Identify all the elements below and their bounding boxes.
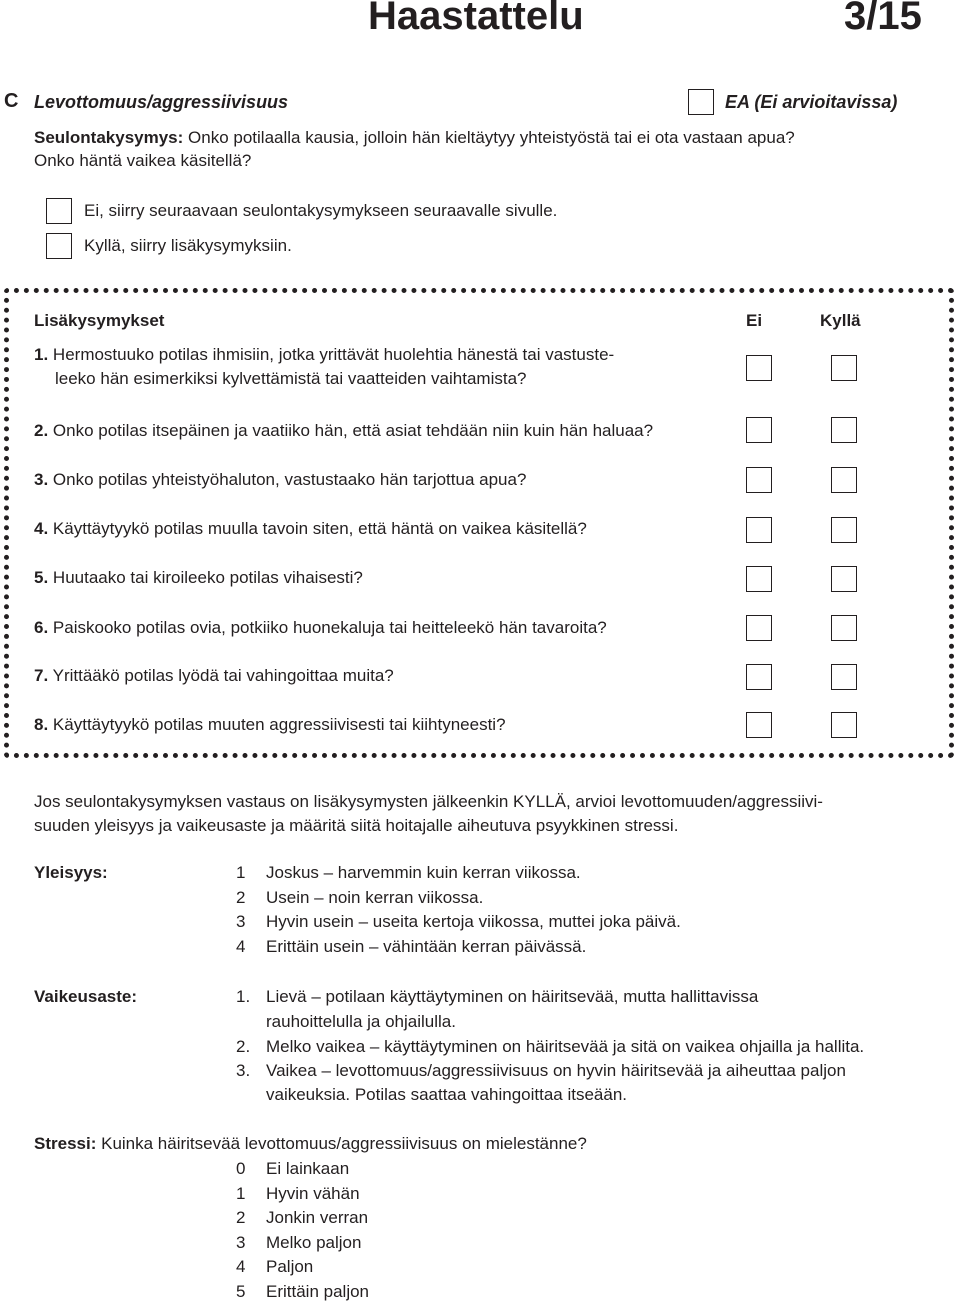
question-7 (34, 664, 394, 688)
frequency-item (236, 886, 483, 910)
item-number: 2 (236, 888, 246, 907)
severity-item (236, 1059, 846, 1083)
stress-item (236, 1231, 361, 1255)
column-no-heading: Ei (746, 311, 763, 330)
section-letter: C (4, 90, 19, 112)
q8-no-checkbox[interactable] (746, 712, 772, 738)
item-text: Melko vaikea – käyttäytyminen on häiritsevää ja sitä on vaikea ohjailla ja hallita. (266, 1037, 865, 1056)
stress-item (236, 1255, 313, 1279)
question-1-line-2: leeko hän esimerkiksi kylvettämistä tai vaatteiden vaihtamista? (55, 369, 527, 388)
q5-no-checkbox[interactable] (746, 566, 772, 592)
ea-checkbox[interactable] (688, 89, 714, 115)
question-text: Käyttäytyykö potilas muuten aggressiivisesti tai kiihtyneesti? (52, 715, 506, 734)
severity-label: Vaikeusaste: (34, 987, 138, 1006)
item-number: 3 (236, 912, 246, 931)
q2-no-checkbox[interactable] (746, 417, 772, 443)
q6-yes-checkbox[interactable] (831, 615, 857, 641)
option-yes-checkbox[interactable] (46, 233, 72, 259)
page-title: Haastattelu (368, 0, 584, 38)
severity-item-continued: vaikeuksia. Potilas saattaa vahingoittaa itseään. (266, 1085, 628, 1104)
question-number: 5. (34, 568, 49, 587)
item-text: Usein – noin kerran viikossa. (266, 888, 484, 907)
item-number: 1 (236, 863, 246, 882)
item-number: 0 (236, 1159, 246, 1178)
item-text: Vaikea – levottomuus/aggressiivisuus on hyvin häiritsevää ja aiheuttaa paljon (266, 1061, 846, 1080)
question-text: Onko potilas yhteistyöhaluton, vastustaako hän tarjottua apua? (52, 470, 527, 489)
question-text: Huutaako tai kiroileeko potilas vihaisesti? (52, 568, 363, 587)
question-number: 7. (34, 666, 49, 685)
question-2 (34, 419, 653, 443)
question-number: 1. (34, 345, 49, 364)
frequency-item (236, 935, 586, 959)
item-text: Paljon (266, 1257, 314, 1276)
screening-line-2: Onko häntä vaikea käsitellä? (34, 151, 252, 170)
frequency-label: Yleisyys: (34, 863, 108, 882)
section-name: Levottomuus/aggressiivisuus (34, 92, 289, 112)
item-text: Hyvin vähän (266, 1184, 360, 1203)
screening-question: Onko potilaalla kausia, jolloin hän kieltäytyy yhteistyöstä tai ei ota vastaan apua? (188, 128, 795, 147)
stress-item (236, 1157, 349, 1181)
item-number: 1. (236, 987, 251, 1006)
item-text: Erittäin usein – vähintään kerran päivässä. (266, 937, 587, 956)
question-4 (34, 517, 587, 541)
question-number: 4. (34, 519, 49, 538)
question-number: 3. (34, 470, 49, 489)
q7-yes-checkbox[interactable] (831, 664, 857, 690)
question-number: 8. (34, 715, 49, 734)
stress-item (236, 1206, 368, 1230)
screening-label: Seulontakysymys: (34, 128, 184, 147)
stress-item (236, 1280, 369, 1304)
frequency-item (236, 861, 581, 885)
question-8 (34, 713, 506, 737)
item-text: Hyvin usein – useita kertoja viikossa, muttei joka päivä. (266, 912, 681, 931)
followup-heading: Lisäkysymykset (34, 311, 165, 330)
frequency-item (236, 910, 681, 934)
option-yes-label: Kyllä, siirry lisäkysymyksiin. (84, 236, 292, 255)
q7-no-checkbox[interactable] (746, 664, 772, 690)
item-number: 3. (236, 1061, 251, 1080)
instruction-line-1: Jos seulontakysymyksen vastaus on lisäkysymysten jälkeenkin KYLLÄ, arvioi levottomuuden/aggressiivi- (34, 792, 823, 811)
item-text: Joskus – harvemmin kuin kerran viikossa. (266, 863, 581, 882)
q2-yes-checkbox[interactable] (831, 417, 857, 443)
option-no-label: Ei, siirry seuraavaan seulontakysymykseen seuraavalle sivulle. (84, 201, 558, 220)
q3-no-checkbox[interactable] (746, 467, 772, 493)
page-number: 3/15 (844, 0, 922, 38)
question-6 (34, 616, 607, 640)
option-no-checkbox[interactable] (46, 198, 72, 224)
q8-yes-checkbox[interactable] (831, 712, 857, 738)
item-number: 4 (236, 1257, 246, 1276)
stress-label: Stressi: (34, 1134, 97, 1153)
screening-line-1 (34, 126, 795, 150)
item-number: 2. (236, 1037, 251, 1056)
item-text: Jonkin verran (266, 1208, 369, 1227)
item-text: Ei lainkaan (266, 1159, 350, 1178)
item-text: Erittäin paljon (266, 1282, 370, 1301)
question-3 (34, 468, 526, 492)
item-number: 5 (236, 1282, 246, 1301)
question-1 (34, 343, 614, 367)
q5-yes-checkbox[interactable] (831, 566, 857, 592)
question-text: Käyttäytyykö potilas muulla tavoin siten, että häntä on vaikea käsitellä? (52, 519, 587, 538)
instruction-line-2: suuden yleisyys ja vaikeusaste ja määritä siitä hoitajalle aiheutuva psyykkinen stressi. (34, 816, 679, 835)
severity-item (236, 985, 758, 1009)
question-number: 2. (34, 421, 49, 440)
question-text: Onko potilas itsepäinen ja vaatiiko hän, että asiat tehdään niin kuin hän haluaa? (52, 421, 654, 440)
item-text: Melko paljon (266, 1233, 362, 1252)
ea-label: EA (Ei arvioitavissa) (725, 92, 898, 112)
item-text: Lievä – potilaan käyttäytyminen on häiritsevää, mutta hallittavissa (266, 987, 759, 1006)
item-number: 3 (236, 1233, 246, 1252)
stress-question: Kuinka häiritsevää levottomuus/aggressiivisuus on mielestänne? (101, 1134, 587, 1153)
column-yes-heading: Kyllä (820, 311, 861, 330)
item-number: 1 (236, 1184, 246, 1203)
question-text: Hermostuuko potilas ihmisiin, jotka yrittävät huolehtia hänestä tai vastuste- (52, 345, 615, 364)
q4-no-checkbox[interactable] (746, 517, 772, 543)
question-number: 6. (34, 618, 49, 637)
question-text: Paiskooko potilas ovia, potkiiko huonekaluja tai heitteleekö hän tavaroita? (52, 618, 607, 637)
stress-question-line (34, 1132, 587, 1156)
question-5 (34, 566, 363, 590)
q4-yes-checkbox[interactable] (831, 517, 857, 543)
q6-no-checkbox[interactable] (746, 615, 772, 641)
q1-yes-checkbox[interactable] (831, 355, 857, 381)
severity-item (236, 1035, 864, 1059)
question-text: Yrittääkö potilas lyödä tai vahingoittaa muita? (52, 666, 394, 685)
q1-no-checkbox[interactable] (746, 355, 772, 381)
q3-yes-checkbox[interactable] (831, 467, 857, 493)
stress-item (236, 1182, 360, 1206)
severity-item-continued: rauhoittelulla ja ohjailulla. (266, 1012, 456, 1031)
item-number: 4 (236, 937, 246, 956)
item-number: 2 (236, 1208, 246, 1227)
